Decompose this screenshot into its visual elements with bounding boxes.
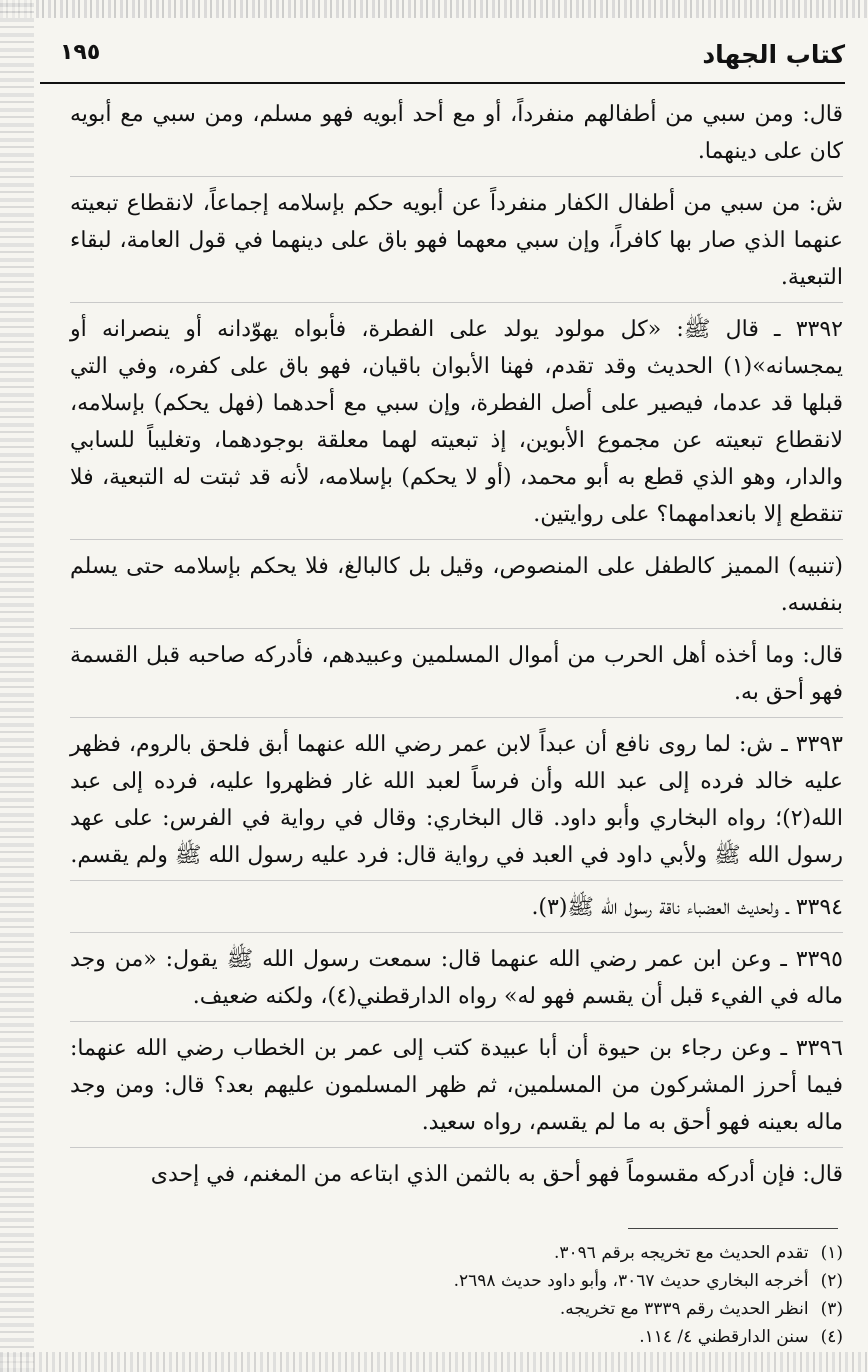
paragraph: قال: فإن أدركه مقسوماً فهو أحق به بالثمن الذي ابتاعه من المغنم، في إحدى <box>150 1162 843 1187</box>
decorative-border-left <box>0 0 34 1372</box>
footnote-text: أخرجه البخاري حديث ٣٠٦٧، وأبو داود حديث ٢٦٩٨. <box>453 1271 809 1291</box>
paragraph: قال: ومن سبي من أطفالهم منفرداً، أو مع أحد أبويه فهو مسلم، ومن سبي مع أبويه كان على دينهما. <box>70 96 843 177</box>
footnote <box>70 1296 843 1322</box>
paragraph: ٣٣٩٢ ـ قال ﷺ: «كل مولود يولد على الفطرة، فأبواه يهوّدانه أو ينصرانه أو يمجسانه»(١) الحديث وقد تقدم، فهنا الأبوان باقيان، فهو باق على كفره، وفي التي قبلها قد عدما، فيصير على أصل الفطرة، وإن سبي مع أحدهما (فهل يحكم) بإسلامه، لانقطاع تبعيته عن مجموع الأبوين، إذ تبعيته لهما معلقة بوجودهما، وتغليباً للسابي والدار، وهو الذي قطع به أبو محمد، (أو لا يحكم) بإسلامه، لأنه قد ثبتت له التبعية، فلا تنقطع إلا بانعدامهما؟ على روايتين. <box>70 311 843 540</box>
paragraph: ٣٣٩٦ ـ وعن رجاء بن حيوة أن أبا عبيدة كتب إلى عمر بن الخطاب رضي الله عنهما: فيما أحرز المشركون من المسلمين، ثم ظهر المسلمون عليهم بعد؟ قال: ومن وجد ماله بعينه فهو أحق به ما لم يقسم، رواه سعيد. <box>70 1030 843 1148</box>
footnote-text: تقدم الحديث مع تخريجه برقم ٣٠٩٦. <box>554 1243 809 1263</box>
footnote-mark: (٣) <box>820 1299 843 1319</box>
footnote-text: سنن الدارقطني ٤/ ١١٤. <box>639 1327 809 1347</box>
header-rule <box>40 82 845 84</box>
decorative-border-bottom <box>0 1352 868 1372</box>
paragraph: (تنبيه) المميز كالطفل على المنصوص، وقيل بل كالبالغ، فلا يحكم بإسلامه حتى يسلم بنفسه. <box>70 548 843 629</box>
footnote-mark: (٢) <box>820 1271 843 1291</box>
footnote-mark: (٤) <box>820 1327 843 1347</box>
paragraph: ش: من سبي من أطفال الكفار منفرداً عن أبويه حكم بإسلامه إجماعاً، لانقطاع تبعيته عنهما الذي صار بها كافراً، وإن سبي معهما فهو باق على دينهما في قول العامة، لبقاء التبعية. <box>70 185 843 303</box>
footnotes <box>70 1240 843 1352</box>
page-header <box>40 36 845 76</box>
decorative-border-top <box>0 0 868 18</box>
page-number: ١٩٥ <box>60 40 101 65</box>
footnote-text: انظر الحديث رقم ٣٣٣٩ مع تخريجه. <box>559 1299 809 1319</box>
main-text <box>70 96 843 1207</box>
footnote-separator <box>628 1228 838 1229</box>
paragraph: ٣٣٩٤ ـ ولحديث العضباء ناقة رسول الله ﷺ(٣). <box>70 889 843 933</box>
footnote-mark: (١) <box>820 1243 843 1263</box>
footnote <box>70 1240 843 1266</box>
footnote <box>70 1268 843 1294</box>
running-title: كتاب الجهاد <box>702 40 845 69</box>
paragraph: قال: وما أخذه أهل الحرب من أموال المسلمين وعبيدهم، فأدركه صاحبه قبل القسمة فهو أحق به. <box>70 637 843 718</box>
paragraph: ٣٣٩٥ ـ وعن ابن عمر رضي الله عنهما قال: سمعت رسول الله ﷺ يقول: «من وجد ماله في الفيء قبل أن يقسم فهو له» رواه الدارقطني(٤)، ولكنه ضعيف. <box>70 941 843 1022</box>
footnote <box>70 1324 843 1350</box>
paragraph: ٣٣٩٣ ـ ش: لما روى نافع أن عبداً لابن عمر رضي الله عنهما أبق فلحق بالروم، فظهر عليه خالد فرده إلى عبد الله وأن فرساً لعبد الله غار فظهروا عليه، فرده إلى عبد الله(٢)؛ رواه البخاري وأبو داود. قال البخاري: وقال في رواية في الفرس: على عهد رسول الله ﷺ ولأبي داود في العبد في رواية قال: فرد عليه رسول الله ﷺ ولم يقسم. <box>70 726 843 881</box>
